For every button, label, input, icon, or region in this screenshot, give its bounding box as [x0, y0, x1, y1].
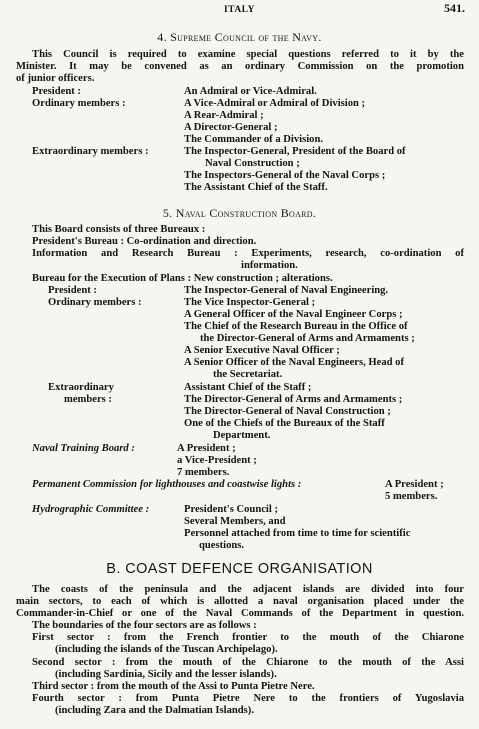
section-4-extraordinary-member: The Inspectors-General of the Naval Corps ; [184, 170, 386, 181]
naval-training-board-label: Naval Training Board : [32, 443, 135, 454]
section-5-extraordinary-member: One of the Chiefs of the Bureaux of the Staff [184, 418, 385, 429]
hydrographic-committee-member: questions. [199, 540, 245, 551]
section-5-heading: 5. Naval Construction Board. [162, 206, 317, 220]
section-4-ordinary-member: A Vice-Admiral or Admiral of Division ; [184, 98, 366, 109]
section-5-line: This Board consists of three Bureaux : [32, 224, 206, 235]
naval-training-board-member: A President ; [177, 443, 236, 454]
section-5-ordinary-member: the Director-General of Arms and Armaments ; [200, 333, 415, 344]
section-b-intro-line: The coasts of the peninsula and the adjacent islands are divided into four [32, 584, 464, 595]
hydrographic-committee-member: Several Members, and [184, 516, 286, 527]
naval-training-board-member: 7 members. [177, 467, 230, 478]
section-4-extraordinary-member: Naval Construction ; [205, 158, 300, 169]
section-4-extraordinary-member: The Inspector-General, President of the Board of [184, 146, 406, 157]
section-5-ordinary-member: The Vice Inspector-General ; [184, 297, 316, 308]
page-number: 541. [444, 1, 465, 15]
section-5-extraordinary-label: Extraordinary [48, 382, 114, 393]
sector-line: First sector : from the French frontier to the mouth of the Chiarone [32, 632, 464, 643]
section-4-ordinary-member: A Director-General ; [184, 122, 278, 133]
permanent-commission-label: Permanent Commission for lighthouses and coastwise lights : [32, 479, 302, 490]
section-4-president-value: An Admiral or Vice-Admiral. [184, 86, 317, 97]
section-b-heading: B. COAST DEFENCE ORGANISATION [106, 561, 373, 577]
section-5-line: information. [241, 260, 298, 271]
section-4-heading: 4. Supreme Council of the Navy. [157, 30, 322, 44]
hydrographic-committee-label: Hydrographic Committee : [32, 504, 150, 515]
section-b-intro-line: The boundaries of the four sectors are as follows : [32, 620, 257, 631]
section-4-ordinary-label: Ordinary members : [32, 98, 126, 109]
running-header-title: ITALY [223, 5, 255, 15]
naval-training-board-member: a Vice-President ; [177, 455, 257, 466]
section-5-extraordinary-member: The Director-General of Arms and Armaments ; [184, 394, 403, 405]
section-4-extraordinary-member: The Assistant Chief of the Staff. [184, 182, 328, 193]
section-5-extraordinary-member: Assistant Chief of the Staff ; [184, 382, 312, 393]
section-5-line: Bureau for the Execution of Plans : New construction ; alterations. [32, 273, 333, 284]
section-b-intro-line: main sectors, to each of which is allotted a naval organisation placed under the [16, 596, 464, 607]
sector-line: Second sector : from the mouth of the Chiarone to the mouth of the Assi [32, 657, 464, 668]
section-5-line: Information and Research Bureau : Experiments, research, co-ordination of [32, 248, 464, 259]
sector-line: Fourth sector : from Punta Pietre Nere to the frontiers of Yugoslavia [32, 693, 464, 704]
sector-line: Third sector : from the mouth of the Assi to Punta Pietre Nere. [32, 681, 315, 692]
section-4-ordinary-member: A Rear-Admiral ; [184, 110, 264, 121]
section-5-ordinary-member: The Chief of the Research Bureau in the Office of [184, 321, 408, 332]
section-5-extraordinary-label: members : [64, 394, 112, 405]
permanent-commission-member: A President ; [385, 479, 444, 490]
section-4-intro-line-2: Minister. It may be convened as an ordinary Commission on the promotion [16, 61, 464, 72]
section-4-intro-line-3: of junior officers. [16, 73, 95, 84]
permanent-commission-member: 5 members. [385, 491, 438, 502]
section-4-president-label: President : [32, 86, 81, 97]
hydrographic-committee-member: President's Council ; [184, 504, 278, 515]
section-4-extraordinary-label: Extraordinary members : [32, 146, 149, 157]
section-5-ordinary-label: Ordinary members : [48, 297, 142, 308]
sector-line: (including Sardinia, Sicily and the lesser islands). [55, 669, 277, 680]
section-5-president-label: President : [48, 285, 97, 296]
section-5-president-value: The Inspector-General of Naval Engineering. [184, 285, 389, 296]
section-5-ordinary-member: A General Officer of the Naval Engineer Corps ; [184, 309, 403, 320]
section-5-extraordinary-member: The Director-General of Naval Construction ; [184, 406, 391, 417]
sector-line: (including Zara and the Dalmatian Islands). [55, 705, 254, 716]
sector-line: (including the islands of the Tuscan Archipelago). [55, 644, 278, 655]
section-5-ordinary-member: A Senior Executive Naval Officer ; [184, 345, 340, 356]
section-4-intro-line-1: This Council is required to examine special questions referred to it by the [32, 49, 464, 60]
hydrographic-committee-member: Personnel attached from time to time for scientific [184, 528, 411, 539]
section-5-line: President's Bureau : Co-ordination and direction. [32, 236, 257, 247]
section-5-ordinary-member: A Senior Officer of the Naval Engineers, Head of [184, 357, 404, 368]
section-5-extraordinary-member: Department. [213, 430, 271, 441]
section-5-ordinary-member: the Secretariat. [213, 369, 283, 380]
section-b-intro-line: Commander-in-Chief or one of the Naval Commands of the Department in question. [16, 608, 464, 619]
section-4-ordinary-member: The Commander of a Division. [184, 134, 324, 145]
